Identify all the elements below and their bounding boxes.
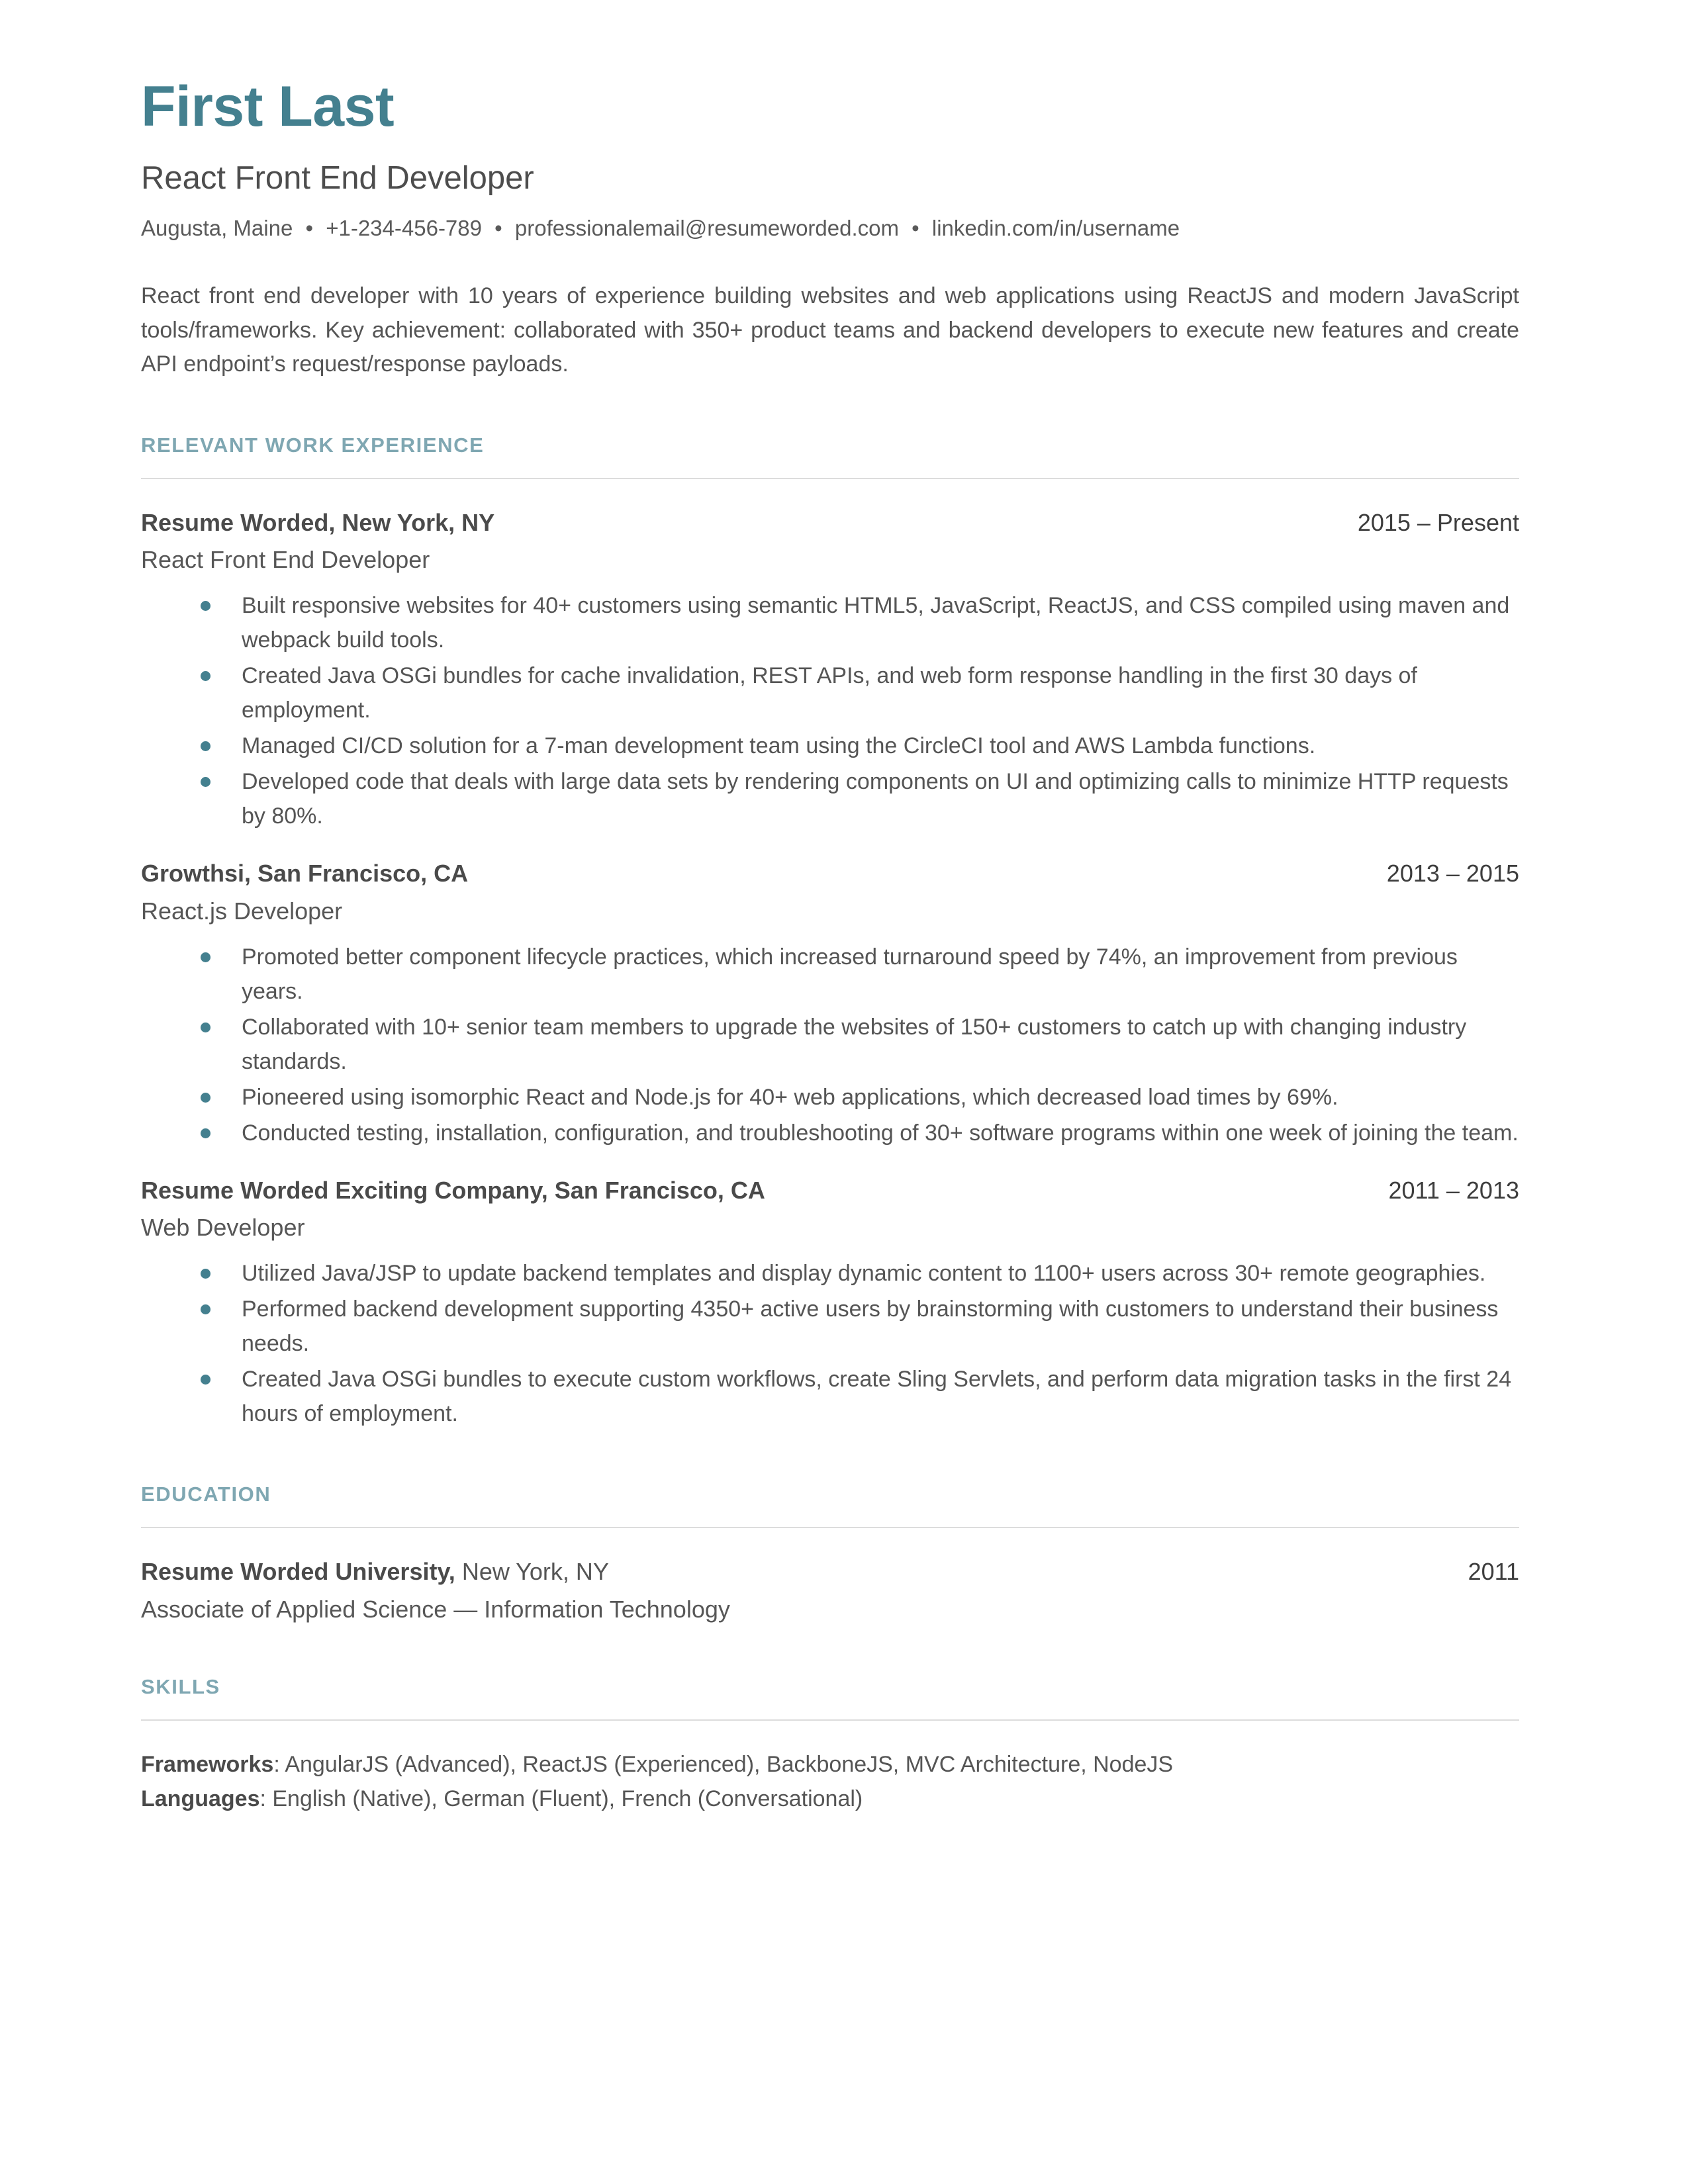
experience-role: React Front End Developer: [141, 546, 430, 574]
contact-separator-1: •: [305, 216, 314, 240]
experience-organization: Resume Worded, New York, NY: [141, 508, 495, 536]
contact-line: [141, 214, 1519, 243]
list-item: [141, 1116, 1519, 1150]
contact-email[interactable]: professionalemail@resumeworded.com: [514, 216, 899, 240]
bullet-dot-icon: [201, 952, 211, 962]
bullet-text: Created Java OSGi bundles to execute custom workflows, create Sling Servlets, and perform data migration tasks in the first 24 hours of employment.: [242, 1367, 1512, 1427]
experience-dates: 2011 – 2013: [1388, 1176, 1519, 1204]
bullet-dot-icon: [201, 1375, 211, 1385]
list-item: [141, 1080, 1519, 1115]
experience-organization: Resume Worded Exciting Company, San Francisco, CA: [141, 1176, 765, 1204]
experience-entry-header: [141, 1176, 1519, 1205]
bullet-text: Created Java OSGi bundles for cache invalidation, REST APIs, and web form response handling in the first 30 days of employment.: [242, 663, 1417, 723]
section-title-education: EDUCATION: [141, 1482, 271, 1506]
bullet-dot-icon: [201, 1304, 211, 1314]
bullet-text: Managed CI/CD solution for a 7-man development team using the CircleCI tool and AWS Lambda functions.: [242, 733, 1316, 759]
experience-bullet-list: [141, 1256, 1519, 1431]
bullet-dot-icon: [201, 671, 211, 681]
education-school: [141, 1557, 609, 1586]
list-item: [141, 940, 1519, 1009]
contact-linkedin[interactable]: linkedin.com/in/username: [931, 216, 1180, 240]
education-entry: [141, 1557, 1519, 1623]
resume-content: [141, 0, 1519, 1817]
contact-phone: +1-234-456-789: [326, 216, 482, 240]
bullet-text: Built responsive websites for 40+ customers using semantic HTML5, JavaScript, ReactJS, and CSS compiled using maven and webpack build tools.: [242, 593, 1510, 653]
list-item: [141, 588, 1519, 657]
bullet-text: Conducted testing, installation, configuration, and troubleshooting of 30+ software programs within one week of joining the team.: [242, 1120, 1519, 1146]
education-dates: 2011: [1468, 1558, 1519, 1586]
bullet-text: Pioneered using isomorphic React and Node.js for 40+ web applications, which decreased load times by 69%.: [242, 1084, 1338, 1110]
list-item: [141, 1010, 1519, 1079]
skills-block: [141, 1747, 1519, 1817]
experience-bullet-list: [141, 588, 1519, 833]
section-divider-education: [141, 1527, 1519, 1528]
section-title-skills: SKILLS: [141, 1674, 220, 1698]
professional-summary: React front end developer with 10 years of experience building websites and web applications using ReactJS and modern JavaScript tools/frameworks. Key achievement: collaborated with 350+ product teams and backend developers to execute new features and create API endpoint’s request/response payloads.: [141, 283, 1519, 377]
experience-entry: [141, 1176, 1519, 1431]
bullet-dot-icon: [201, 1128, 211, 1138]
bullet-text: Developed code that deals with large data sets by rendering components on UI and optimizing calls to minimize HTTP requests by 80%.: [242, 769, 1509, 829]
skill-category-value: : English (Native), German (Fluent), French (Conversational): [259, 1786, 863, 1812]
list-item: [141, 1362, 1519, 1431]
bullet-text: Collaborated with 10+ senior team members to upgrade the websites of 150+ customers to catch up with changing industry standards.: [242, 1014, 1467, 1074]
bullet-dot-icon: [201, 1023, 211, 1032]
skill-category-value: : AngularJS (Advanced), ReactJS (Experienced), BackboneJS, MVC Architecture, NodeJS: [273, 1751, 1174, 1777]
section-divider-experience: [141, 478, 1519, 479]
education-school-name: Resume Worded University,: [141, 1558, 455, 1586]
experience-entry-header: [141, 508, 1519, 537]
bullet-dot-icon: [201, 1093, 211, 1103]
list-item: [141, 764, 1519, 833]
list-item: [141, 1292, 1519, 1361]
list-item: [141, 1256, 1519, 1291]
skill-category-label: Languages: [141, 1786, 260, 1812]
experience-role: Web Developer: [141, 1214, 305, 1242]
bullet-dot-icon: [201, 741, 211, 751]
bullet-dot-icon: [201, 601, 211, 611]
experience-entry-header: [141, 859, 1519, 887]
list-item: [141, 729, 1519, 763]
contact-separator-3: •: [912, 216, 919, 240]
section-title-experience: RELEVANT WORK EXPERIENCE: [141, 433, 485, 457]
education-school-location: New York, NY: [455, 1558, 609, 1586]
experience-dates: 2015 – Present: [1357, 508, 1519, 536]
section-divider-skills: [141, 1719, 1519, 1721]
education-entry-header: [141, 1557, 1519, 1586]
education-degree: Associate of Applied Science — Information Technology: [141, 1595, 730, 1623]
experience-entry: [141, 859, 1519, 1150]
experience-bullet-list: [141, 940, 1519, 1150]
bullet-text: Promoted better component lifecycle practices, which increased turnaround speed by 74%, an improvement from previous years.: [242, 944, 1458, 1004]
contact-location: Augusta, Maine: [141, 216, 293, 240]
bullet-text: Performed backend development supporting 4350+ active users by brainstorming with customers to understand their business needs.: [242, 1297, 1499, 1357]
bullet-dot-icon: [201, 777, 211, 787]
bullet-dot-icon: [201, 1269, 211, 1279]
skill-line: [141, 1782, 1519, 1817]
bullet-text: Utilized Java/JSP to update backend templates and display dynamic content to 1100+ users across 30+ remote geographies.: [242, 1261, 1486, 1287]
experience-entry: [141, 508, 1519, 833]
skill-line: [141, 1747, 1519, 1782]
candidate-name: First Last: [141, 75, 395, 138]
candidate-headline: React Front End Developer: [141, 160, 534, 196]
list-item: [141, 659, 1519, 727]
contact-separator-2: •: [494, 216, 502, 240]
experience-organization: Growthsi, San Francisco, CA: [141, 860, 469, 887]
experience-role: React.js Developer: [141, 897, 343, 925]
experience-dates: 2013 – 2015: [1386, 860, 1519, 887]
skill-category-label: Frameworks: [141, 1751, 274, 1777]
